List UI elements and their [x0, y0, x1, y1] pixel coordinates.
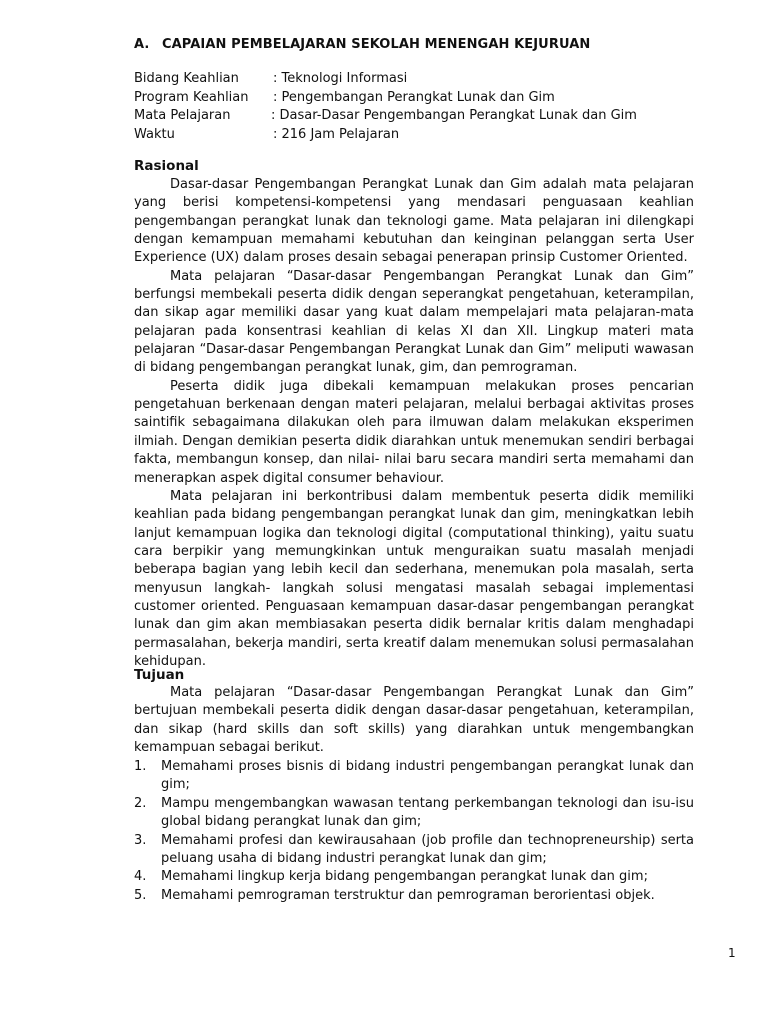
- rasional-heading: Rasional: [134, 158, 199, 174]
- list-text: Memahami proses bisnis di bidang industri pengembangan perangkat lunak dan gim;: [161, 759, 694, 793]
- tujuan-heading: Tujuan: [134, 667, 185, 683]
- list-text: Mampu mengembangkan wawasan tentang perkembangan teknologi dan isu-isu global bidang perangkat lunak dan gim;: [161, 795, 694, 830]
- section-letter: A.: [134, 37, 150, 52]
- list-text: Memahami lingkup kerja bidang pengembangan perangkat lunak dan gim;: [161, 869, 648, 885]
- list-text: Memahami pemrograman terstruktur dan pemrograman berorientasi objek.: [161, 887, 655, 903]
- info-label: Waktu: [134, 127, 175, 143]
- list-item: [134, 795, 694, 832]
- list-text: Memahami profesi dan kewirausahaan (job profile dan technopreneurship) serta peluang usaha di bidang industri perangkat lunak dan gim;: [161, 832, 694, 867]
- info-value: : Dasar-Dasar Pengembangan Perangkat Lunak dan Gim: [271, 108, 637, 124]
- list-item: [134, 868, 694, 886]
- tujuan-list: [134, 758, 694, 905]
- info-value: : Teknologi Informasi: [273, 71, 408, 86]
- rasional-paragraph-2: Mata pelajaran “Dasar-dasar Pengembangan Perangkat Lunak dan Gim” berfungsi membekali peserta didik dengan seperangkat pengetahuan, keterampilan, dan sikap agar memiliki dasar yang kuat dalam mempelajari mata pelajaran-mata pelajaran pada konsentrasi keahlian di kelas XI dan XII. Lingkup materi mata pelajaran “Dasar-dasar Pengembangan Perangkat Lunak dan Gim” meliputi wawasan di bidang pengembangan perangkat lunak, gim, dan pemrograman.: [134, 268, 694, 376]
- tujuan-intro: Mata pelajaran “Dasar-dasar Pengembangan Perangkat Lunak dan Gim” bertujuan membekali peserta didik dengan dasar-dasar pengetahuan, keterampilan, dan sikap (hard skills dan soft skills) yang diarahkan untuk mengembangkan kemampuan sebagai berikut.: [134, 685, 694, 756]
- info-value: : 216 Jam Pelajaran: [273, 127, 400, 143]
- list-number: 1.: [134, 759, 147, 774]
- list-item: [134, 887, 694, 905]
- rasional-paragraph-1: Dasar-dasar Pengembangan Perangkat Lunak dan Gim adalah mata pelajaran yang berisi kompetensi-kompetensi yang mendasari penguasaan keahlian pengembangan perangkat lunak dan teknologi game. Mata pelajaran ini dilengkapi dengan kemampuan memahami kebutuhan dan keinginan pelanggan serta User Experience (UX) dalam proses desain sebagai penerapan prinsip Customer Oriented.: [134, 177, 694, 266]
- section-title-text: CAPAIAN PEMBELAJARAN SEKOLAH MENENGAH KEJURUAN: [162, 37, 591, 52]
- list-number: 5.: [134, 887, 147, 903]
- list-number: 4.: [134, 869, 147, 885]
- page-number: 1: [728, 946, 736, 960]
- section-title: [134, 37, 590, 52]
- rasional-body: [134, 176, 694, 671]
- rasional-paragraph-4: Mata pelajaran ini berkontribusi dalam membentuk peserta didik memiliki keahlian pada bidang pengembangan perangkat lunak dan gim, meningkatkan lebih lanjut kemampuan logika dan teknologi digital (computational thinking), yaitu suatu cara berpikir yang memungkinkan untuk menguraikan suatu masalah menjadi beberapa bagian yang lebih kecil dan sederhana, menemukan pola masalah, serta menyusun langkah- langkah solusi mengatasi masalah sebagai implementasi customer oriented. Penguasaan kemampuan dasar-dasar pengembangan perangkat lunak dan gim akan membiasakan peserta didik bernalar kritis dalam menghadapi permasalahan, bekerja mandiri, serta kreatif dalam menemukan solusi permasalahan kehidupan.: [134, 488, 694, 669]
- list-number: 2.: [134, 795, 147, 811]
- list-item: [134, 832, 694, 869]
- info-value: : Pengembangan Perangkat Lunak dan Gim: [273, 89, 555, 105]
- list-number: 3.: [134, 832, 147, 848]
- info-label: Mata Pelajaran: [134, 108, 231, 124]
- rasional-paragraph-3: Peserta didik juga dibekali kemampuan melakukan proses pencarian pengetahuan berkenaan dengan materi pelajaran, melalui berbagai aktivitas proses saintifik sebagaimana dilakukan oleh para ilmuwan dalam melakukan eksperimen ilmiah. Dengan demikian peserta didik diarahkan untuk menemukan sendiri berbagai fakta, membangun konsep, dan nilai- nilai baru secara mandiri serta memahami dan menerapkan aspek digital consumer behaviour.: [134, 378, 694, 486]
- info-label: Program Keahlian: [134, 89, 249, 105]
- tujuan-intro-block: [134, 684, 694, 757]
- list-item: [134, 758, 694, 795]
- info-label: Bidang Keahlian: [134, 71, 239, 86]
